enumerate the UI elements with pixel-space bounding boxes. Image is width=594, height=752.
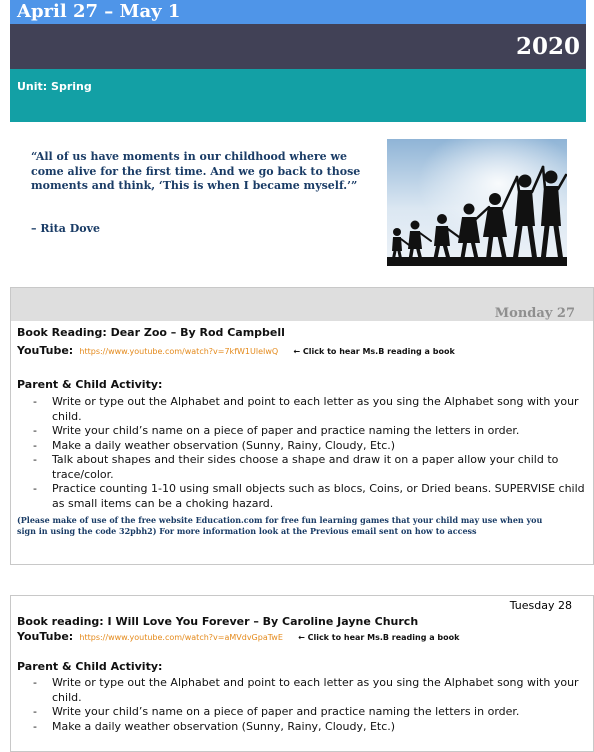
activity-title: Parent & Child Activity: <box>17 378 163 391</box>
unit-label: Unit: Spring <box>17 80 92 93</box>
youtube-label: YouTube: <box>17 630 74 643</box>
list-item: - Talk about shapes and their sides choose a shape and draw it on a paper allow your child to trace/color. <box>33 453 585 482</box>
day-header <box>11 288 593 321</box>
book-title: Book reading: I Will Love You Forever – By Caroline Jayne Church <box>17 615 419 628</box>
youtube-note: ← Click to hear Ms.B reading a book <box>298 633 460 642</box>
list-item: - Write your child’s name on a piece of paper and practice naming the letters in order. <box>33 424 585 439</box>
list-item: - Write your child’s name on a piece of paper and practice naming the letters in order. <box>33 705 585 720</box>
youtube-row <box>17 344 455 357</box>
activity-list <box>33 676 585 734</box>
activity-title: Parent & Child Activity: <box>17 660 163 673</box>
day-card-monday <box>10 287 594 565</box>
youtube-link[interactable]: https://www.youtube.com/watch?v=aMVdvGpaTwE <box>79 633 283 642</box>
education-note: (Please make of use of the free website Education.com for free fun learning games that your child may use when you sign in using the code 32pbh2) For more information look at the Previous email sent on how to access <box>17 515 543 536</box>
date-range: April 27 – May 1 <box>17 1 181 22</box>
day-card-tuesday <box>10 595 594 752</box>
unit-banner <box>10 69 586 122</box>
list-item: - Make a daily weather observation (Sunny, Rainy, Cloudy, Etc.) <box>33 720 585 735</box>
youtube-link[interactable]: https://www.youtube.com/watch?v=7kfW1UleIwQ <box>79 347 279 356</box>
book-title: Book Reading: Dear Zoo – By Rod Campbell <box>17 326 285 339</box>
date-banner <box>10 0 586 24</box>
day-label: Monday 27 <box>494 306 575 321</box>
list-item: - Make a daily weather observation (Sunny, Rainy, Cloudy, Etc.) <box>33 439 585 454</box>
list-item: - Write or type out the Alphabet and point to each letter as you sing the Alphabet song with your child. <box>33 676 585 705</box>
activity-list <box>33 395 585 511</box>
day-label: Tuesday 28 <box>509 599 572 612</box>
list-item: - Practice counting 1-10 using small objects such as blocs, Coins, or Dried beans. SUPERVISE child as small items can be a choking hazard. <box>33 482 585 511</box>
quote-text: “All of us have moments in our childhood where we come alive for the first time. And we go back to those moments and think, ‘This is when I became myself.’” <box>31 150 361 192</box>
youtube-note: ← Click to hear Ms.B reading a book <box>293 347 455 356</box>
quote-author: – Rita Dove <box>31 222 100 235</box>
children-silhouette-photo <box>387 139 567 266</box>
youtube-row <box>17 630 459 643</box>
youtube-label: YouTube: <box>17 344 74 357</box>
list-item: - Write or type out the Alphabet and point to each letter as you sing the Alphabet song with your child. <box>33 395 585 424</box>
year-banner <box>10 24 586 69</box>
year-label: 2020 <box>515 33 580 60</box>
